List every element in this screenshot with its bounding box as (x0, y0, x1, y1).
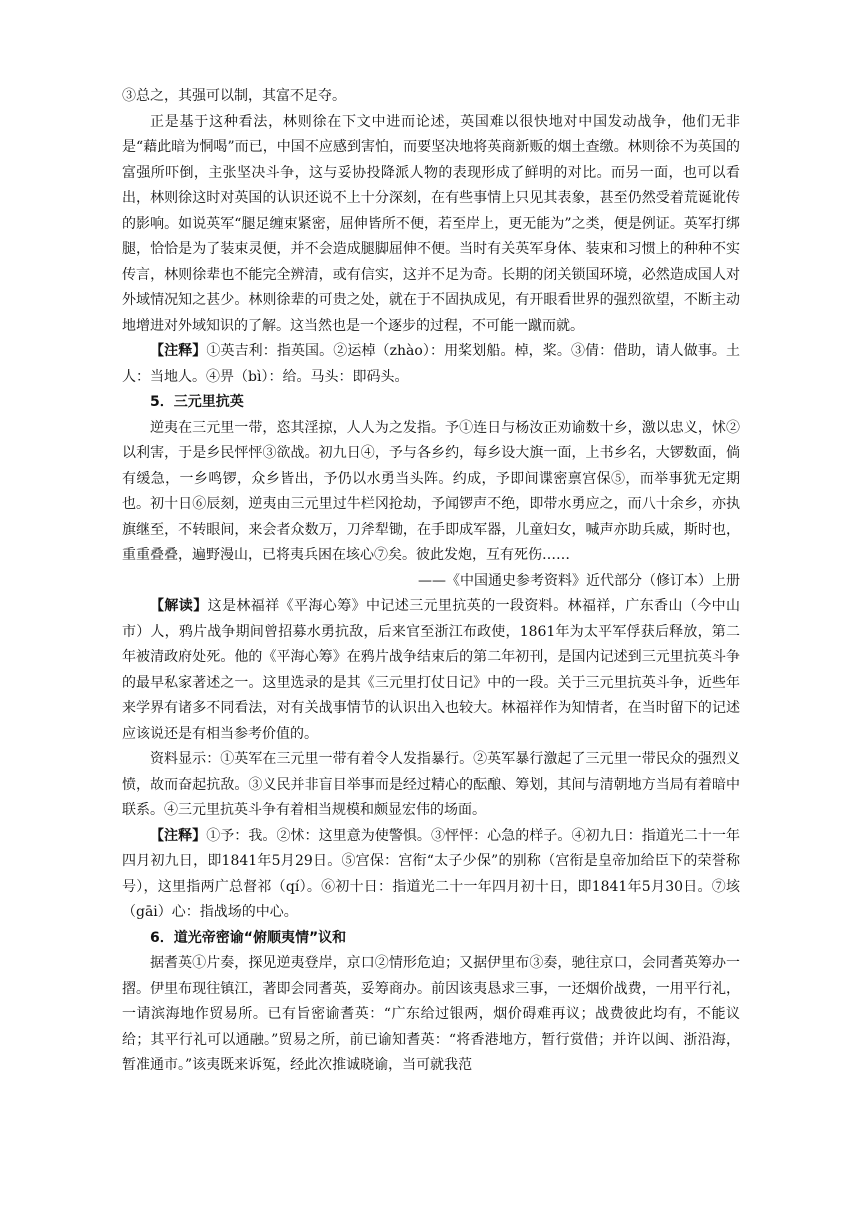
annotation-text: ①予：我。②怵：这里意为使警惧。③怦怦：心急的样子。④初九日：指道光二十一年四月初九日，即1841年5月29日。⑤宫保：宫衔“太子少保”的别称（宫衔是皇帝加给臣下的荣誉称号），这里指两广总督祁（qí）。⑥初十日：指道光二十一年四月初十日，即1841年5月30日。⑦垓（gāi）心：指战场的中心。 (122, 827, 741, 920)
body-paragraph: 资料显示：①英军在三元里一带有着令人发指暴行。②英军暴行激起了三元里一带民众的强烈义愤，故而奋起抗敌。③义民并非盲目举事而是经过精心的酝酿、筹划，其间与清朝地方当局有着暗中联系。④三元里抗英斗争有着相当规模和颇显宏伟的场面。 (122, 751, 740, 818)
body-paragraph: 据耆英①片奏，探见逆夷登岸，京口②情形危迫；又据伊里布③奏，驰往京口，会同耆英筹办一摺。伊里布现往镇江，著即会同耆英，妥筹商办。前因该夷恳求三事，一还烟价战费，一用平行礼，一请滨海地作贸易所。已有旨密谕耆英：“广东给过银两，烟价碍难再议；战费彼此均有，不能议给；其平行礼可以通融。”贸易之所，前已谕知耆英：“将香港地方，暂行赏借；并许以闽、浙沿海，暂准通市。”该夷既来诉冤，经此次推诚晓谕，当可就我范 (122, 955, 740, 1073)
document-page (122, 84, 740, 1079)
body-paragraph: 正是基于这种看法，林则徐在下文中进而论述，英国难以很快地对中国发动战争，他们无非是“藉此暗为恫喝”而已，中国不应感到害怕，而要坚决地将英商新贩的烟土查缴。林则徐不为英国的富强所吓倒，主张坚决斗争，这与妥协投降派人物的表现形成了鲜明的对比。而另一面，也可以看出，林则徐这时对英国的认识还说不上十分深刻，在有些事情上只见其表象，甚至仍然受着荒诞讹传的影响。如说英军“腿足缠束紧密，屈伸皆所不便，若至岸上，更无能为”之类，便是例证。英军打绑腿，恰恰是为了装束灵便，并不会造成腿脚屈伸不便。当时有关英军身体、装束和习惯上的种种不实传言，林则徐辈也不能完全辨清，或有信实，这并不足为奇。长期的闭关锁国环境，必然造成国人对外域情况知之甚少。林则徐辈的可贵之处，就在于不固执成见，有开眼看世界的强烈欲望，不断主动地增进对外域知识的了解。这当然也是一个逐步的过程，不可能一蹴而就。 (122, 113, 740, 334)
annotation-paragraph (122, 339, 740, 390)
body-paragraph: ③总之，其强可以制，其富不足夺。 (122, 88, 346, 104)
annotation-text: ①英吉利：指英国。②运棹（zhào）：用桨划船。棹，桨。③倩：借助，请人做事。土人：当地人。④畀（bì）：给。马头：即码头。 (122, 343, 741, 385)
source-citation: ——《中国通史参考资料》近代部分（修订本）上册 (418, 572, 740, 589)
annotation-paragraph (122, 824, 740, 926)
section-heading: 6．道光帝密谕“俯顺夷情”议和 (150, 929, 347, 946)
body-paragraph: 逆夷在三元里一带，恣其淫掠，人人为之发指。予①连日与杨汝正劝谕数十乡，激以忠义，怵②以利害，于是乡民怦怦③欲战。初九日④，予与各乡约，每乡设大旗一面，上书乡名，大锣数面，倘有缓急，一乡鸣锣，众乡皆出，予仍以水勇当头阵。约成，予即间谍密禀宫保⑤，而举事犹无定期也。初十日⑥辰刻，逆夷由三元里过牛栏冈抢劫，予闻锣声不绝，即带水勇应之，而八十余乡，亦执旗继至，不转眼间，来会者众数万，刀斧犁锄，在手即成军器，儿童妇女，喊声亦助兵威，斯时也，重重叠叠，遍野漫山，已将夷兵困在垓心⑦矣。彼此发炮，互有死伤…… (122, 419, 740, 563)
annotation-paragraph (122, 594, 740, 747)
annotation-text: 这是林福祥《平海心筹》中记述三元里抗英的一段资料。林福祥，广东香山（今中山市）人，鸦片战争期间曾招募水勇抗敌，后来官至浙江布政使，1861年为太平军俘获后释放，第二年被清政府处死。他的《平海心筹》在鸦片战争结束后的第二年初刊，是国内记述到三元里抗英斗争的最早私家著述之一。这里选录的是其《三元里打仗日记》中的一段。关于三元里抗英斗争，近些年来学界有诸多不同看法，对有关战事情节的认识出入也较大。林福祥作为知情者，在当时留下的记述应该说还是有相当参考价值的。 (122, 598, 741, 742)
annotation-label: 【解读】 (150, 598, 208, 614)
annotation-label: 【注释】 (150, 343, 207, 359)
section-heading: 5．三元里抗英 (150, 394, 244, 410)
annotation-label: 【注释】 (150, 827, 207, 844)
